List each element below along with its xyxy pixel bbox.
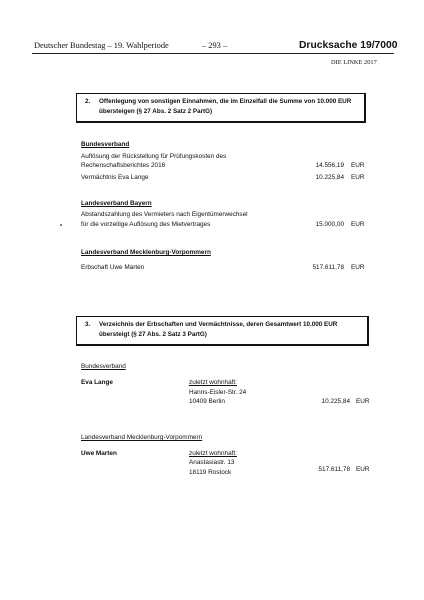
heir-name: Eva Lange — [81, 379, 113, 386]
row-text-line: Rechenschaftsberichtes 2016 — [81, 162, 166, 169]
heir-name: Uwe Marten — [81, 450, 117, 457]
header-subtitle: DIE LINKE 2017 — [331, 59, 377, 66]
residence-street: Anastasiastr. 13 — [189, 459, 235, 466]
section-2-title-line1: Offenlegung von sonstigen Einnahmen, die im Einzelfall die Summe von 10.000 EUR — [99, 98, 352, 105]
row-amount: 517.611,78 — [312, 264, 344, 271]
row-text-line: Auflösung der Rückstellung für Prüfungskosten des — [81, 153, 227, 160]
header-drucksache: Drucksache 19/7000 — [299, 40, 398, 51]
row-currency: EUR — [351, 264, 365, 271]
section-2-heading-mv: Landesverband Mecklenburg-Vorpommern — [81, 249, 211, 256]
row-text-line: Abstandszahlung des Vermieters nach Eigentümerwechsel — [81, 211, 248, 218]
heir-amount: 10.225,84 — [321, 398, 350, 405]
section-3-title-line2: übersteigt (§ 27 Abs. 2 Satz 3 PartG) — [99, 330, 207, 338]
section-3-heading-mv: Landesverband Mecklenburg-Vorpommern — [81, 434, 203, 441]
row-text-line: Erbschaft Uwe Marten — [81, 264, 145, 271]
row-text-line: Vermächtnis Eva Lange — [81, 174, 149, 181]
scan-speck — [60, 224, 62, 226]
row-amount: 15.000,00 — [315, 221, 344, 228]
section-3-heading-bundesverband: Bundesverband — [81, 363, 126, 370]
residence-city: 18119 Rostock — [189, 469, 232, 476]
residence-label: zuletzt wohnhaft: — [189, 450, 237, 457]
section-2-number: 2. — [85, 98, 91, 105]
heir-amount: 517.611,78 — [318, 466, 350, 473]
row-amount: 10.225,84 — [315, 174, 344, 181]
header-page-number: – 293 – — [202, 41, 228, 50]
section-2-heading-bayern: Landesverband Bayern — [81, 200, 152, 207]
residence-label: zuletzt wohnhaft: — [189, 379, 237, 386]
row-text-line: für die vorzeitige Auflösung des Mietvertrages — [81, 221, 211, 228]
section-3-title-line1: Verzeichnis der Erbschaften und Vermächtnisse, deren Gesamtwert 10.000 EUR — [99, 321, 338, 328]
section-2-title-line2: übersteigen (§ 27 Abs. 2 Satz 2 PartG) — [99, 107, 213, 115]
residence-city: 10409 Berlin — [189, 398, 225, 405]
header-left: Deutscher Bundestag – 19. Wahlperiode — [34, 41, 169, 50]
heir-currency: EUR — [356, 398, 370, 405]
section-3-title-box — [76, 316, 369, 346]
row-amount: 14.556,19 — [315, 162, 344, 169]
section-3-number: 3. — [85, 321, 91, 328]
section-2-title-box — [76, 93, 366, 123]
row-currency: EUR — [351, 174, 365, 181]
row-currency: EUR — [351, 221, 365, 228]
row-currency: EUR — [351, 162, 365, 169]
section-2-heading-bundesverband: Bundesverband — [81, 141, 130, 148]
header-rule — [32, 53, 394, 54]
residence-street: Hanns-Eisler-Str. 24 — [189, 389, 247, 396]
heir-currency: EUR — [356, 466, 370, 473]
